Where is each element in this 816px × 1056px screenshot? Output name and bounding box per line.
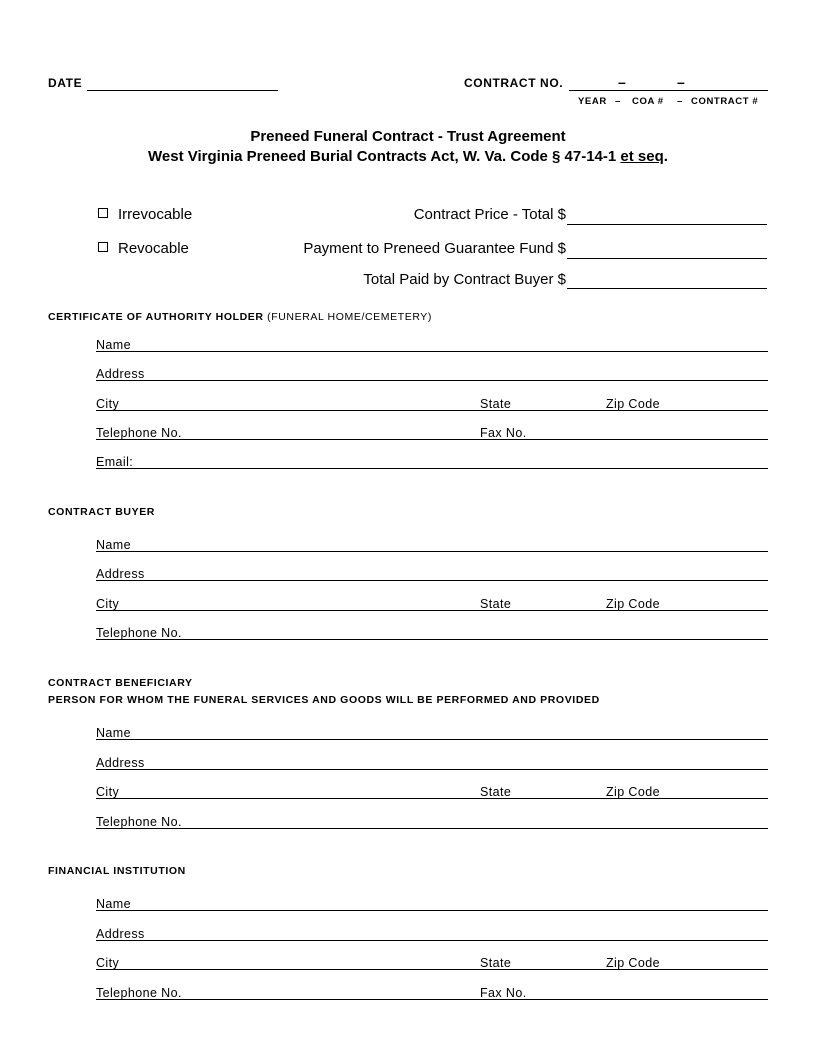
- buyer-telephone-field[interactable]: [96, 624, 768, 640]
- financial-fax-label: Fax No.: [480, 986, 527, 1000]
- beneficiary-zip-label: Zip Code: [606, 785, 660, 799]
- coa-holder-heading: [48, 311, 432, 323]
- irrevocable-checkbox[interactable]: [98, 208, 108, 218]
- coa-state-label: State: [480, 397, 512, 411]
- coa-email-label: Email:: [96, 455, 134, 469]
- beneficiary-telephone-label: Telephone No.: [96, 815, 182, 829]
- coa-city-label: City: [96, 397, 120, 411]
- total-paid-field[interactable]: [567, 271, 767, 289]
- title-et-seq: et seq: [620, 148, 664, 165]
- buyer-name-label: Name: [96, 538, 131, 552]
- total-paid-label: Total Paid by Contract Buyer $: [363, 271, 566, 288]
- contract-price-label: Contract Price - Total $: [413, 206, 566, 223]
- revocable-option[interactable]: [98, 240, 189, 257]
- financial-name-field[interactable]: [96, 895, 768, 911]
- contract-no-field[interactable]: [569, 76, 768, 91]
- coa-address-label: Address: [96, 367, 145, 381]
- coa-holder-title: CERTIFICATE OF AUTHORITY HOLDER: [48, 311, 264, 323]
- contract-no-dash-2: –: [677, 74, 685, 90]
- beneficiary-state-label: State: [480, 785, 512, 799]
- contract-no-sub-contract: CONTRACT #: [691, 96, 759, 107]
- title-line-1: Preneed Funeral Contract - Trust Agreement: [250, 128, 566, 145]
- buyer-address-field[interactable]: [96, 565, 768, 581]
- contract-price-field[interactable]: [567, 206, 767, 225]
- contract-no-sub-dash-2: –: [677, 96, 683, 107]
- beneficiary-name-field[interactable]: [96, 724, 768, 740]
- contract-no-sub-year: YEAR: [578, 96, 607, 107]
- financial-zip-label: Zip Code: [606, 956, 660, 970]
- title-line-2: [0, 148, 816, 165]
- beneficiary-heading: CONTRACT BENEFICIARY: [48, 677, 193, 689]
- coa-name-field[interactable]: [96, 336, 768, 352]
- buyer-city-label: City: [96, 597, 120, 611]
- revocable-label: Revocable: [118, 240, 189, 257]
- financial-name-label: Name: [96, 897, 131, 911]
- contract-no-label: CONTRACT NO.: [464, 76, 564, 90]
- revocable-checkbox[interactable]: [98, 242, 108, 252]
- financial-city-label: City: [96, 956, 120, 970]
- beneficiary-name-label: Name: [96, 726, 131, 740]
- irrevocable-option[interactable]: [98, 206, 192, 223]
- date-label: DATE: [48, 76, 83, 90]
- contract-no-sub-coa: COA #: [632, 96, 664, 107]
- buyer-address-label: Address: [96, 567, 145, 581]
- coa-address-field[interactable]: [96, 365, 768, 381]
- coa-fax-label: Fax No.: [480, 426, 527, 440]
- contract-no-sub-dash-1: –: [615, 96, 621, 107]
- beneficiary-telephone-field[interactable]: [96, 813, 768, 829]
- financial-telephone-label: Telephone No.: [96, 986, 182, 1000]
- financial-heading: FINANCIAL INSTITUTION: [48, 865, 186, 877]
- buyer-heading: CONTRACT BUYER: [48, 506, 155, 518]
- beneficiary-city-state-zip-field[interactable]: [96, 783, 768, 799]
- beneficiary-note: PERSON FOR WHOM THE FUNERAL SERVICES AND GOODS WILL BE PERFORMED AND PROVIDED: [48, 694, 600, 706]
- coa-telephone-fax-field[interactable]: [96, 424, 768, 440]
- beneficiary-address-label: Address: [96, 756, 145, 770]
- title-line-2-text: West Virginia Preneed Burial Contracts Act, W. Va. Code § 47-14-1: [148, 148, 621, 165]
- irrevocable-label: Irrevocable: [118, 206, 193, 223]
- buyer-telephone-label: Telephone No.: [96, 626, 182, 640]
- coa-zip-label: Zip Code: [606, 397, 660, 411]
- buyer-zip-label: Zip Code: [606, 597, 660, 611]
- contract-no-dash-1: –: [618, 74, 626, 90]
- financial-telephone-fax-field[interactable]: [96, 984, 768, 1000]
- coa-name-label: Name: [96, 338, 131, 352]
- coa-telephone-label: Telephone No.: [96, 426, 182, 440]
- coa-email-field[interactable]: [96, 453, 768, 469]
- beneficiary-address-field[interactable]: [96, 754, 768, 770]
- financial-address-field[interactable]: [96, 925, 768, 941]
- coa-city-state-zip-field[interactable]: [96, 395, 768, 411]
- financial-state-label: State: [480, 956, 512, 970]
- financial-address-label: Address: [96, 927, 145, 941]
- guarantee-fund-field[interactable]: [567, 240, 767, 259]
- date-field[interactable]: [87, 76, 278, 91]
- buyer-state-label: State: [480, 597, 512, 611]
- guarantee-fund-label: Payment to Preneed Guarantee Fund $: [303, 240, 566, 257]
- title-period: .: [663, 148, 668, 165]
- financial-city-state-zip-field[interactable]: [96, 954, 768, 970]
- beneficiary-city-label: City: [96, 785, 120, 799]
- coa-holder-note: (FUNERAL HOME/CEMETERY): [267, 311, 433, 323]
- buyer-city-state-zip-field[interactable]: [96, 595, 768, 611]
- buyer-name-field[interactable]: [96, 536, 768, 552]
